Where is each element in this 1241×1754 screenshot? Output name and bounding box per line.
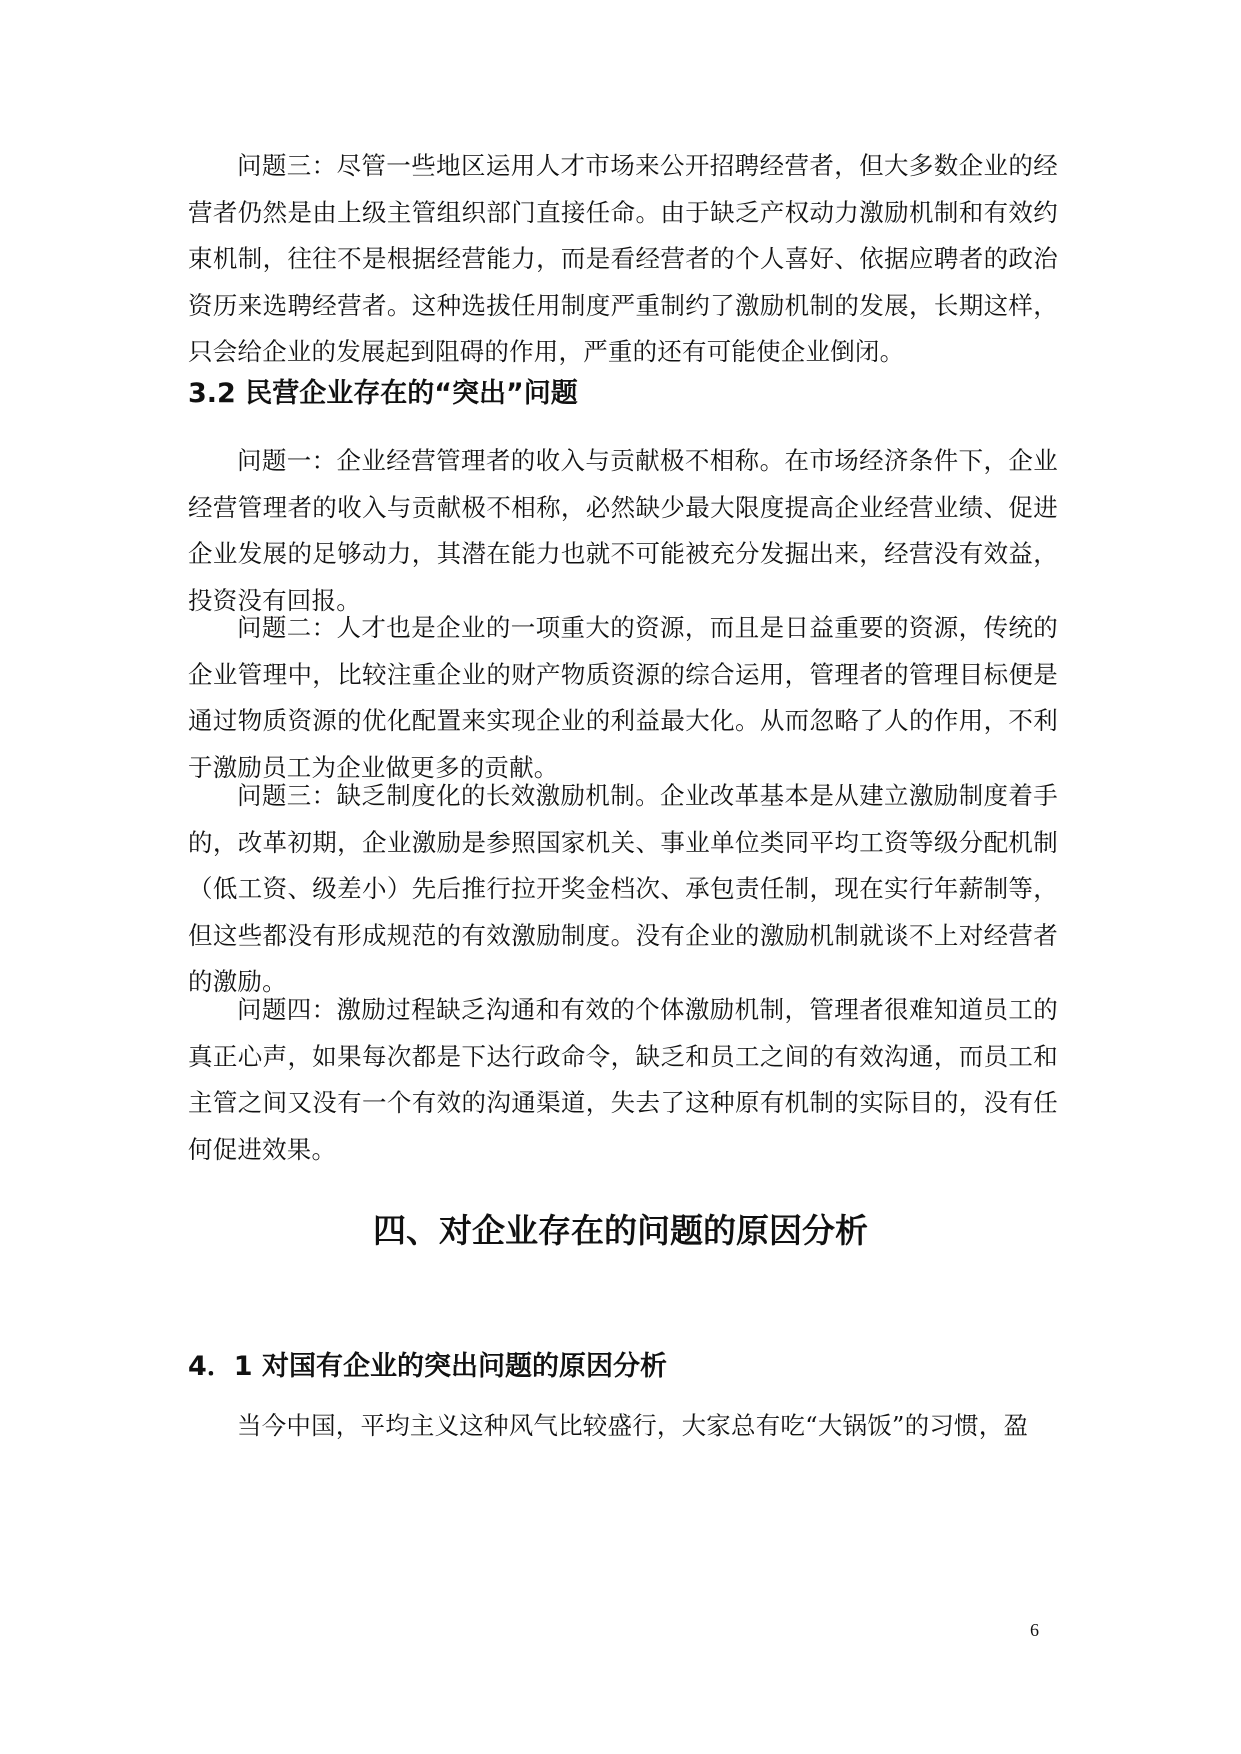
page-number: 6	[1030, 1620, 1039, 1640]
paragraph: 问题四：激励过程缺乏沟通和有效的个体激励机制，管理者很难知道员工的真正心声，如果每次都是下达行政命令，缺乏和员工之间的有效沟通，而员工和主管之间又没有一个有效的沟通渠道，失去了这种原有机制的实际目的，没有任何促进效果。	[188, 995, 1058, 1164]
paragraph: 当今中国，平均主义这种风气比较盛行，大家总有吃“大锅饭”的习惯，盈	[237, 1411, 1029, 1440]
paragraph: 问题三：尽管一些地区运用人才市场来公开招聘经营者，但大多数企业的经营者仍然是由上级主管组织部门直接任命。由于缺乏产权动力激励机制和有效约束机制，往往不是根据经营能力，而是看经营者的个人喜好、依据应聘者的政治资历来选聘经营者。这种选拔任用制度严重制约了激励机制的发展，长期这样，只会给企业的发展起到阻碍的作用，严重的还有可能使企业倒闭。	[188, 151, 1058, 366]
section-heading-3-2: 3.2 民营企业存在的“突出”问题	[188, 378, 578, 409]
paragraph: 问题二：人才也是企业的一项重大的资源，而且是日益重要的资源，传统的企业管理中，比较注重企业的财产物质资源的综合运用，管理者的管理目标便是通过物质资源的优化配置来实现企业的利益最大化。从而忽略了人的作用，不利于激励员工为企业做更多的贡献。	[188, 613, 1058, 782]
paragraph: 问题一：企业经营管理者的收入与贡献极不相称。在市场经济条件下，企业经营管理者的收入与贡献极不相称，必然缺少最大限度提高企业经营业绩、促进企业发展的足够动力，其潜在能力也就不可能被充分发掘出来，经营没有效益，投资没有回报。	[188, 446, 1058, 615]
chapter-heading-4: 四、对企业存在的问题的原因分析	[373, 1211, 868, 1250]
paragraph: 问题三：缺乏制度化的长效激励机制。企业改革基本是从建立激励制度着手的，改革初期，企业激励是参照国家机关、事业单位类同平均工资等级分配机制（低工资、级差小）先后推行拉开奖金档次、承包责任制，现在实行年薪制等，但这些都没有形成规范的有效激励制度。没有企业的激励机制就谈不上对经营者的激励。	[188, 781, 1058, 996]
section-heading-4-1: 4．1 对国有企业的突出问题的原因分析	[188, 1351, 667, 1382]
